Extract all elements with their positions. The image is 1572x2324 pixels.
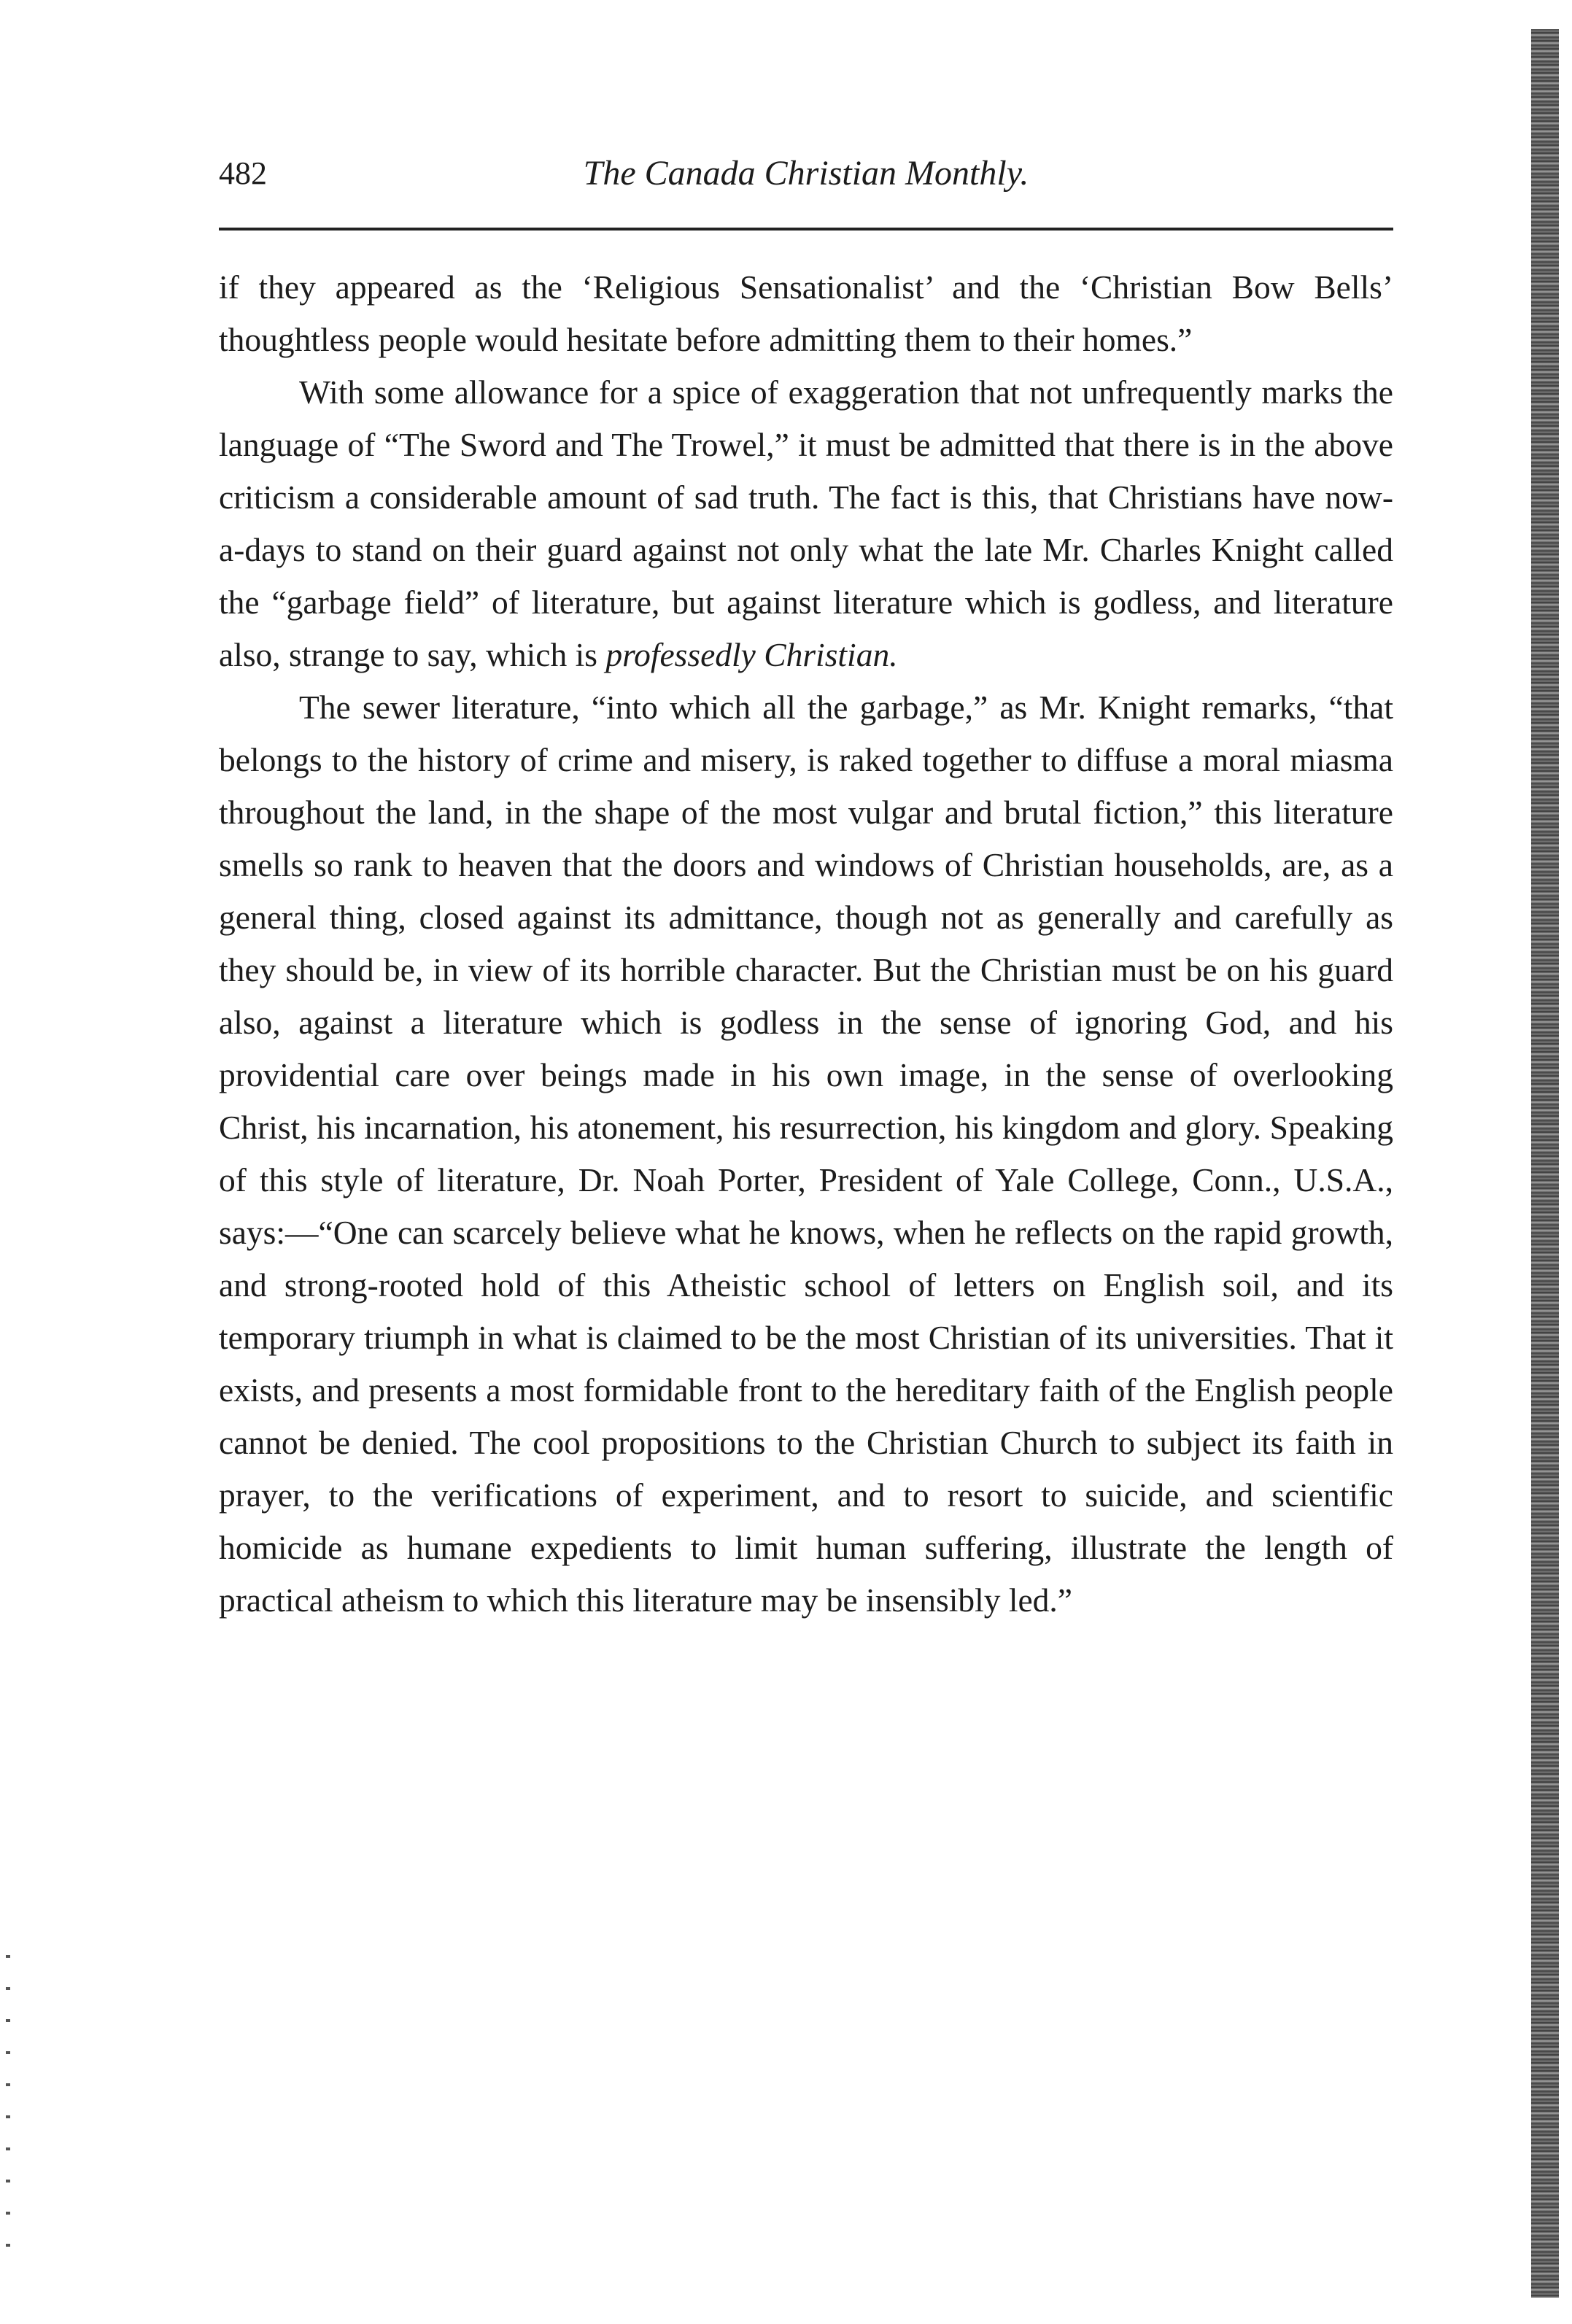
paragraph-1: if they appeared as the ‘Religious Sensationalist’ and the ‘Christian Bow Bells’ thoughtless people would hesitate before admitting them to their homes.” xyxy=(219,268,1393,358)
margin-dots xyxy=(6,1955,10,2261)
running-title: The Canada Christian Monthly. xyxy=(583,154,1029,193)
paragraph-2-text: With some allowance for a spice of exaggeration that not unfrequently marks the language of “The Sword and The Trowel,” it must be admitted that there is in the above criticism a considerable amount of sad truth. The fact is this, that Christians have now-a-days to stand on their guard against not only what the late Mr. Charles Knight called the “garbage field” of literature, but against literature which is godless, and literature also, strange to say, which is xyxy=(219,373,1393,673)
page-number: 482 xyxy=(219,155,267,191)
book-edge xyxy=(1531,29,1559,2298)
paragraph-3: The sewer literature, “into which all the garbage,” as Mr. Knight remarks, “that belongs to the history of crime and misery, is raked together to diffuse a moral miasma throughout the land, in the shape of the most vulgar and brutal fiction,” this literature smells so rank to heaven that the doors and windows of Christian households, are, as a general thing, closed against its admittance, though not as generally and carefully as they should be, in view of its horrible character. But the Christian must be on his guard also, against a literature which is godless in the sense of ignoring God, and his providential care over beings made in his own image, in the sense of overlooking Christ, his incarnation, his atonement, his resurrection, his kingdom and glory. Speaking of this style of literature, Dr. Noah Porter, President of Yale College, Conn., U.S.A., says:—“One can scarcely believe what he knows, when he reflects on the rapid growth, and strong-rooted hold of this Atheistic school of letters on English soil, and its temporary triumph in what is claimed to be the most Christian of its universities. That it exists, and presents a most formidable front to the hereditary faith of the English people cannot be denied. The cool propositions to the Christian Church to subject its faith in prayer, to the verifications of experiment, and to resort to suicide, and scientific homicide as humane expedients to limit human suffering, illustrate the length of practical atheism to which this literature may be insensibly led.” xyxy=(219,689,1393,1619)
body-text xyxy=(219,261,1393,1627)
paragraph-2 xyxy=(219,366,1393,681)
header-rule xyxy=(219,228,1393,231)
paragraph-2-italic: professedly Christian. xyxy=(605,636,898,673)
page-header xyxy=(219,146,1393,204)
